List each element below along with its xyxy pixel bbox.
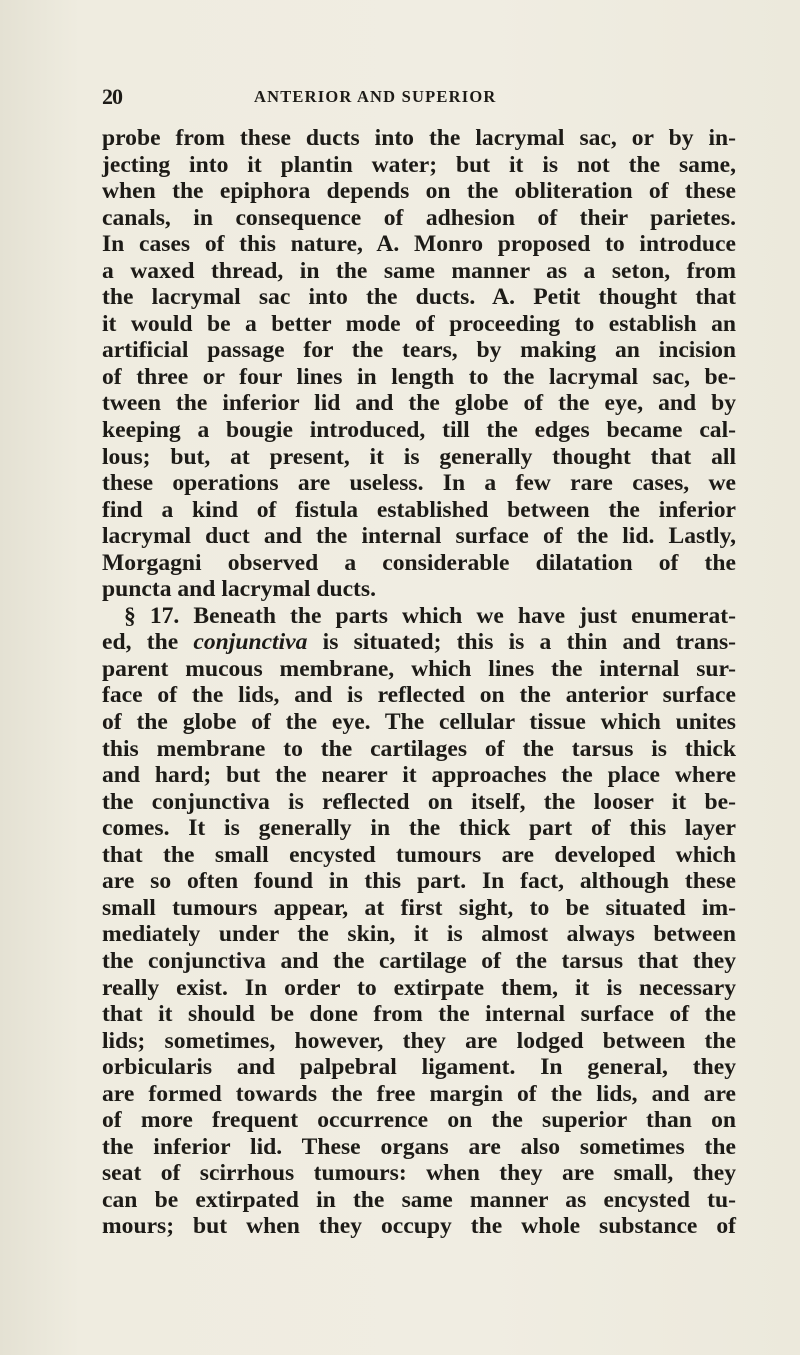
text-line: the conjunctiva is reflected on itself, the looser it be- (102, 788, 736, 815)
text-line: are formed towards the free margin of the lids, and are (102, 1080, 736, 1107)
text-line: artificial passage for the tears, by making an incision (102, 337, 736, 364)
text-line: and hard; but the nearer it approaches the place where (102, 762, 736, 789)
text-line: this membrane to the cartilages of the tarsus is thick (102, 735, 736, 762)
text-line: when the epiphora depends on the obliteration of these (102, 178, 736, 205)
text-line: lids; sometimes, however, they are lodged between the (102, 1027, 736, 1054)
text-line: canals, in consequence of adhesion of their parietes. (102, 204, 736, 231)
text-line: can be extirpated in the same manner as encysted tu- (102, 1186, 736, 1213)
text-line: of more frequent occurrence on the superior than on (102, 1107, 736, 1134)
text-line: the lacrymal sac into the ducts. A. Petit thought that (102, 284, 736, 311)
text-line: In cases of this nature, A. Monro proposed to introduce (102, 231, 736, 258)
text-line: mours; but when they occupy the whole substance of (102, 1213, 736, 1240)
text-line-conjunctiva: ed, the conjunctiva is situated; this is a thin and trans- (102, 629, 736, 656)
text-line: of the globe of the eye. The cellular tissue which unites (102, 709, 736, 736)
text-line: puncta and lacrymal ducts. (102, 576, 376, 603)
text-line: these operations are useless. In a few rare cases, we (102, 470, 736, 497)
text-line: it would be a better mode of proceeding to establish an (102, 310, 736, 337)
text-line: Morgagni observed a considerable dilatation of the (102, 549, 736, 576)
text-line: lacrymal duct and the internal surface of the lid. Lastly, (102, 523, 736, 550)
text-line: find a kind of fistula established between the inferior (102, 496, 736, 523)
text-line: that it should be done from the internal surface of the (102, 1001, 736, 1028)
text-line: parent mucous membrane, which lines the internal sur- (102, 655, 736, 682)
running-head: ANTERIOR AND SUPERIOR (254, 87, 497, 106)
text-line: orbicularis and palpebral ligament. In general, they (102, 1054, 736, 1081)
text-line: of three or four lines in length to the lacrymal sac, be- (102, 363, 736, 390)
text-line: § 17. Beneath the parts which we have just enumerat- (124, 602, 736, 629)
text-line: a waxed thread, in the same manner as a seton, from (102, 257, 736, 284)
text-line: are so often found in this part. In fact, although these (102, 868, 736, 895)
text-line: mediately under the skin, it is almost always between (102, 921, 736, 948)
text-line: tween the inferior lid and the globe of the eye, and by (102, 390, 736, 417)
text-line: seat of scirrhous tumours: when they are small, they (102, 1160, 736, 1187)
text-line: lous; but, at present, it is generally thought that all (102, 443, 736, 470)
text-line: face of the lids, and is reflected on the anterior surface (102, 682, 736, 709)
text-line: the conjunctiva and the cartilage of the tarsus that they (102, 947, 736, 974)
text-line: really exist. In order to extirpate them, it is necessary (102, 974, 736, 1001)
text-line: comes. It is generally in the thick part of this layer (102, 815, 736, 842)
text-line: jecting into it plantin water; but it is not the same, (102, 151, 736, 178)
text-line: that the small encysted tumours are developed which (102, 841, 736, 868)
text-line: keeping a bougie introduced, till the edges became cal- (102, 417, 736, 444)
text-line: small tumours appear, at first sight, to be situated im- (102, 894, 736, 921)
text-line: the inferior lid. These organs are also sometimes the (102, 1133, 736, 1160)
text-line: probe from these ducts into the lacrymal sac, or by in- (102, 125, 736, 151)
page-number: 20 (102, 84, 122, 109)
body-text (102, 125, 736, 1240)
page-header (102, 84, 736, 110)
